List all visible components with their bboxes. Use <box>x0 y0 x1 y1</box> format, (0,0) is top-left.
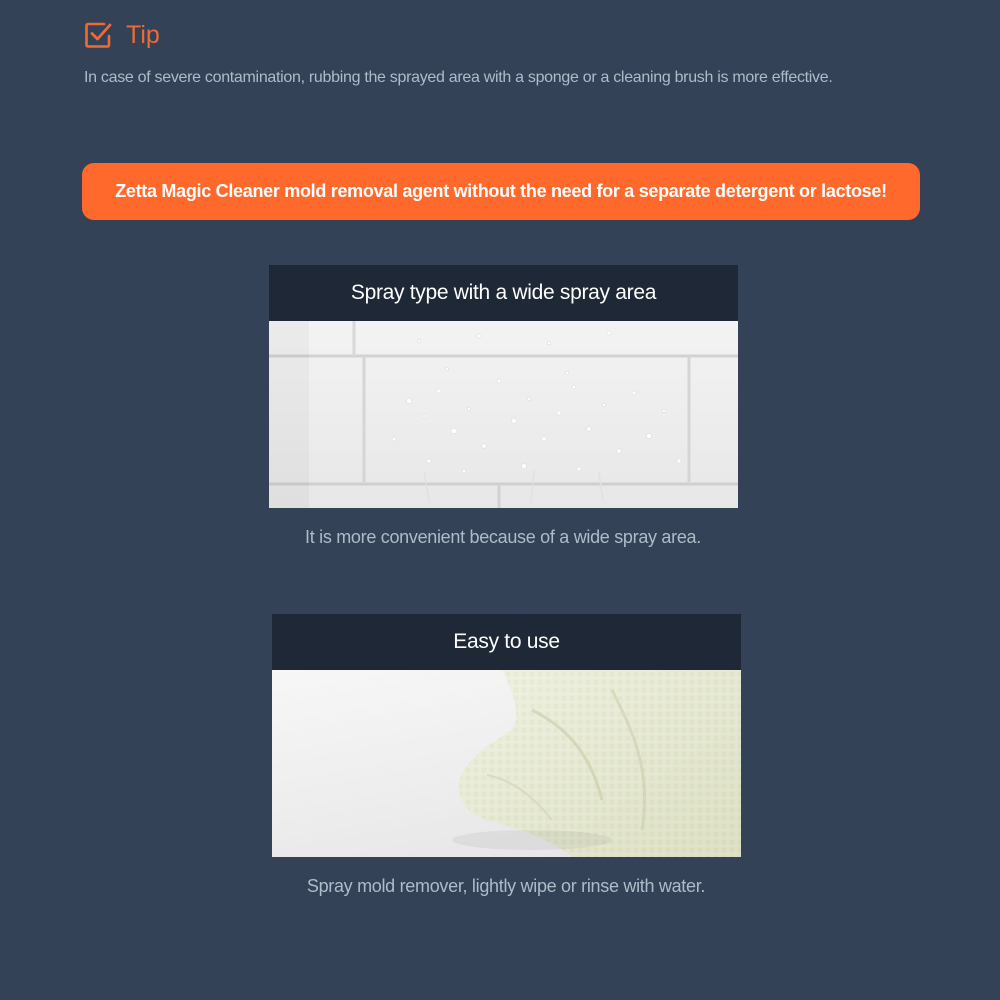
tip-title: Tip <box>126 21 160 49</box>
card-title: Spray type with a wide spray area <box>269 265 738 321</box>
checkbox-checked-icon <box>84 21 112 49</box>
feature-card-easy <box>272 614 741 857</box>
tile-wall-photo <box>269 321 738 508</box>
cloth-photo <box>272 670 741 857</box>
tip-header <box>84 20 160 50</box>
tip-text: In case of severe contamination, rubbing the sprayed area with a sponge or a cleaning brush is more effective. <box>84 69 833 86</box>
banner-text: Zetta Magic Cleaner mold removal agent without the need for a separate detergent or lactose! <box>115 181 887 201</box>
card-caption: Spray mold remover, lightly wipe or rinse with water. <box>306 876 706 896</box>
card-caption: It is more convenient because of a wide spray area. <box>305 527 701 547</box>
promo-banner <box>82 163 920 220</box>
feature-card-spray <box>269 265 738 508</box>
card-title: Easy to use <box>272 614 741 670</box>
